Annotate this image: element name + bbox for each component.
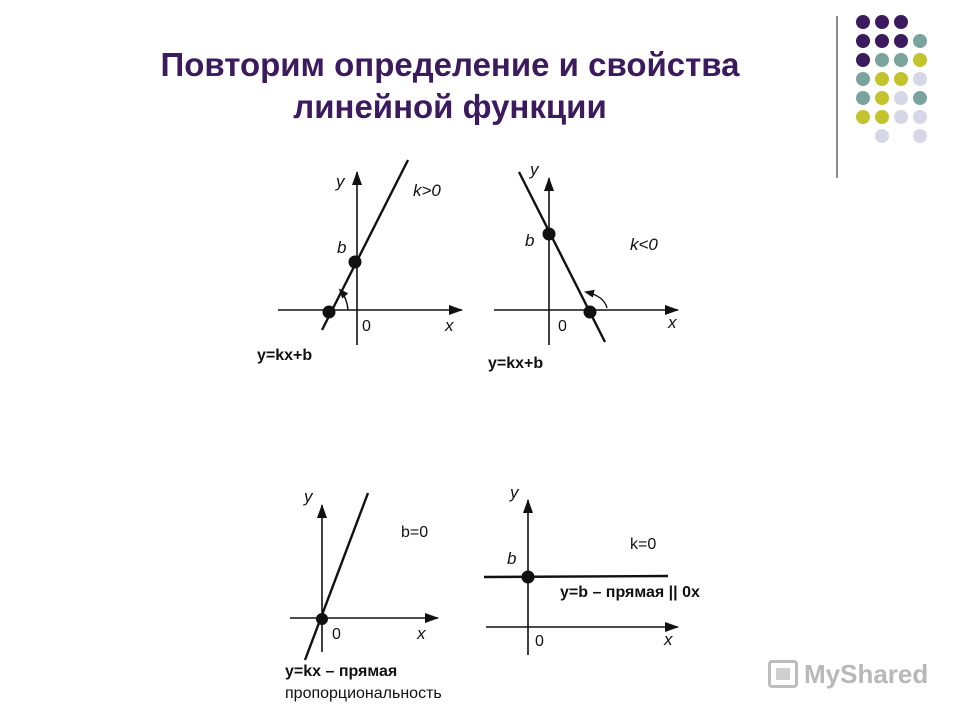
g3-point-origin	[316, 613, 328, 625]
g4-function-line	[484, 576, 668, 577]
g2-point-x-intercept	[584, 306, 597, 319]
g2-y-label: y	[530, 160, 539, 179]
g3-y-label: y	[304, 487, 313, 506]
g4-formula: y=b – прямая || 0x	[560, 584, 700, 601]
g3-b-label: b=0	[401, 524, 429, 541]
graph-k-zero	[484, 483, 700, 655]
g3-formula-line-1: y=kx – прямая	[285, 663, 398, 680]
g1-y-label: y	[336, 172, 345, 191]
g2-b-label: b	[525, 231, 535, 250]
g4-point-b	[522, 571, 535, 584]
g1-point-x-intercept	[323, 306, 336, 319]
graph-k-negative	[488, 160, 678, 372]
graph-b-zero	[285, 487, 442, 702]
g4-k-label: k=0	[630, 536, 657, 553]
g1-k-label: k>0	[413, 181, 441, 200]
g2-formula: y=kx+b	[488, 355, 544, 372]
g2-x-label: x	[668, 313, 677, 332]
title-line-2: линейной функции	[293, 88, 607, 125]
g4-y-label: y	[510, 483, 519, 502]
g1-origin-label: 0	[362, 318, 371, 335]
watermark-text: MyShared	[804, 658, 929, 689]
g1-point-b	[349, 256, 362, 269]
g1-b-label: b	[337, 238, 347, 257]
g1-x-label: x	[445, 316, 454, 335]
g2-point-b	[543, 228, 556, 241]
g4-x-label: x	[664, 630, 673, 649]
g1-function-line	[322, 160, 408, 330]
graph-k-positive	[257, 160, 462, 364]
g3-formula-line-2: пропорциональность	[285, 685, 442, 702]
title-line-1: Повторим определение и свойства	[160, 46, 740, 83]
watermark	[768, 656, 928, 692]
g3-x-label: x	[417, 624, 426, 643]
g1-formula: y=kx+b	[257, 347, 313, 364]
g4-b-label: b	[507, 549, 517, 568]
g2-origin-label: 0	[558, 318, 567, 335]
g4-origin-label: 0	[535, 633, 544, 650]
g3-origin-label: 0	[332, 626, 341, 643]
presentation-icon	[768, 660, 798, 688]
g2-k-label: k<0	[630, 235, 658, 254]
